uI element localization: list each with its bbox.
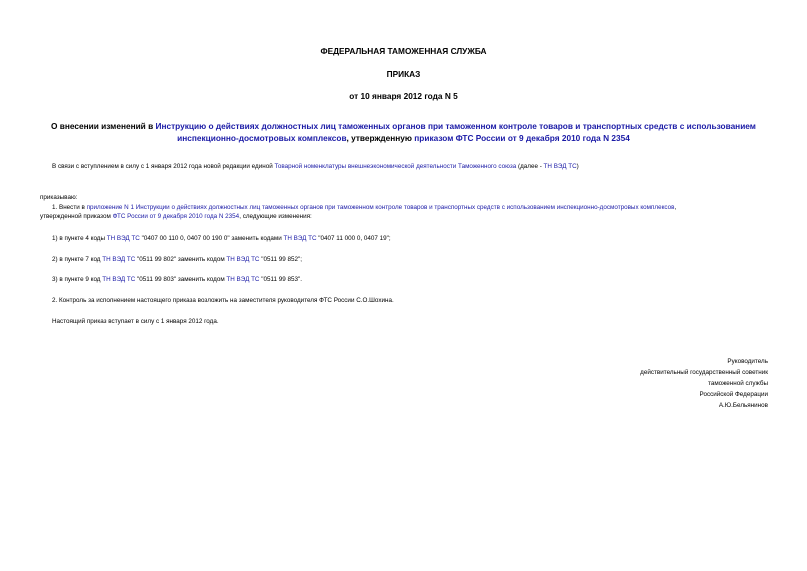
subitem-3 <box>52 276 302 284</box>
agency-heading: ФЕДЕРАЛЬНАЯ ТАМОЖЕННАЯ СЛУЖБА <box>320 46 487 56</box>
tnved-ts-link[interactable]: ТН ВЭД ТС <box>106 235 140 242</box>
signature-rank: действительный государственный советник <box>640 369 768 376</box>
preamble <box>52 163 579 171</box>
tnved-ts-link[interactable]: ТН ВЭД ТС <box>102 276 136 283</box>
sub2-suffix: "0511 99 852"; <box>259 256 303 263</box>
item1-line2-prefix: утвержденной приказом <box>40 213 113 220</box>
preamble-suffix: ) <box>576 163 579 170</box>
tnved-ts-link[interactable]: ТН ВЭД ТС <box>543 163 577 170</box>
tnved-ts-link[interactable]: ТН ВЭД ТС <box>226 276 260 283</box>
instruction-link[interactable]: Инструкцию о действиях должностных лиц таможенных органов при таможенном контроле товаров и транспортных средств с использованием инспекционно-досмотровых комплексов <box>155 121 756 143</box>
tnved-ts-link[interactable]: ТН ВЭД ТС <box>226 256 260 263</box>
sub2-prefix: 2) в пункте 7 код <box>52 256 103 263</box>
sub2-mid: "0511 99 802" заменить кодом <box>135 256 227 263</box>
title-prefix: О внесении изменений в <box>51 121 156 131</box>
order-word: приказываю: <box>40 194 78 201</box>
item-1-line-1 <box>52 204 676 212</box>
appendix-1-link[interactable]: приложение N 1 Инструкции о действиях должностных лиц таможенных органов при таможенном контроле товаров и транспортных средств с использованием инспекционно-досмотровых комплексов <box>86 204 675 211</box>
effective-date: Настоящий приказ вступает в силу с 1 января 2012 года. <box>52 318 219 325</box>
signature-title: Руководитель <box>727 358 768 365</box>
item-2: 2. Контроль за исполнением настоящего приказа возложить на заместителя руководителя ФТС России С.О.Шохина. <box>52 297 394 304</box>
subitem-1 <box>52 235 391 243</box>
sub3-suffix: "0511 99 853". <box>259 276 303 283</box>
sub3-mid: "0511 99 803" заменить кодом <box>135 276 227 283</box>
signature-country: Российской Федерации <box>699 391 768 398</box>
preamble-prefix: В связи с вступлением в силу с 1 января 2012 года новой редакции единой <box>52 163 275 170</box>
preamble-middle: (далее - <box>516 163 544 170</box>
signature-name: А.Ю.Бельянинов <box>718 402 768 409</box>
order-2354-link[interactable]: приказом ФТС России от 9 декабря 2010 года N 2354 <box>414 132 630 143</box>
tnved-nomenclature-link[interactable]: Товарной номенклатуры внешнеэкономической деятельности Таможенного союза <box>274 163 517 170</box>
fts-order-link[interactable]: ФТС России от 9 декабря 2010 года N 2354 <box>112 213 240 220</box>
document-title <box>40 121 767 144</box>
subitem-2 <box>52 256 302 264</box>
sub1-prefix: 1) в пункте 4 коды <box>52 235 107 242</box>
tnved-ts-link[interactable]: ТН ВЭД ТС <box>283 235 317 242</box>
signature-service: таможенной службы <box>708 380 768 387</box>
item1-line2-suffix: , следующие изменения: <box>239 213 312 220</box>
date-line: от 10 января 2012 года N 5 <box>349 91 458 101</box>
tnved-ts-link[interactable]: ТН ВЭД ТС <box>102 256 136 263</box>
title-middle: , утвержденную <box>346 132 415 143</box>
sub1-suffix: "0407 11 000 0, 0407 19"; <box>316 235 391 242</box>
item1-comma: , <box>674 204 677 211</box>
item-1-line-2 <box>40 213 312 221</box>
doc-type-heading: ПРИКАЗ <box>386 69 421 79</box>
item1-prefix: 1. Внести в <box>52 204 87 211</box>
sub1-mid: "0407 00 110 0, 0407 00 190 0" заменить кодами <box>139 235 284 242</box>
sub3-prefix: 3) в пункте 9 код <box>52 276 103 283</box>
